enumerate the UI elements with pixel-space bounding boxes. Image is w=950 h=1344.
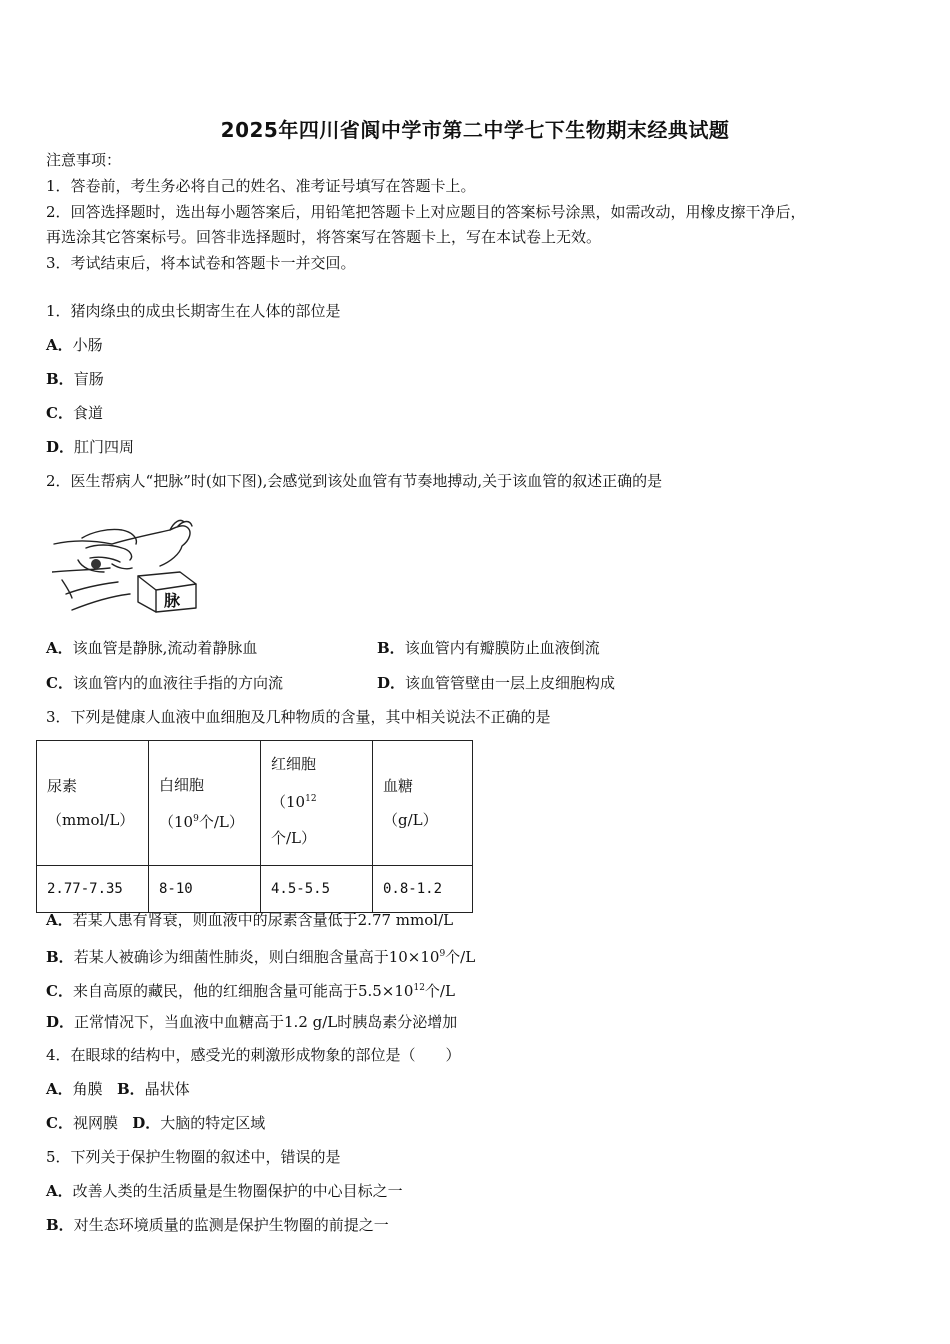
header-name: 红细胞 <box>271 755 317 773</box>
header-name: 尿素 <box>47 777 78 795</box>
header-name: 血糖 <box>383 777 414 795</box>
superscript: 12 <box>413 983 425 993</box>
option-label: D． <box>132 1114 161 1132</box>
q4-option-row <box>46 1079 190 1099</box>
table-header-cell <box>149 741 261 866</box>
notice-item: 再选涂其它答案标号。回答非选择题时，将答案写在答题卡上，写在本试卷上无效。 <box>46 228 602 246</box>
notice-item: 1．答卷前，考生务必将自己的姓名、准考证号填写在答题卡上。 <box>46 177 476 195</box>
q2-option-c <box>46 673 283 693</box>
q1-option-a <box>46 335 103 355</box>
table-row <box>37 866 473 913</box>
option-text: 改善人类的生活质量是生物圈保护的中心目标之一 <box>72 1182 403 1200</box>
question-2-stem: 2．医生帮病人“把脉”时(如下图),会感觉到该处血管有节奏地搏动,关于该血管的叙述正确的是 <box>46 472 663 490</box>
superscript: 9 <box>439 949 446 959</box>
option-label: D． <box>46 438 75 456</box>
header-unit: （mmol/L） <box>47 811 135 829</box>
question-1-stem: 1．猪肉绦虫的成虫长期寄生在人体的部位是 <box>46 302 341 320</box>
table-cell: 4.5-5.5 <box>261 866 373 913</box>
q3-option-c <box>46 978 455 1001</box>
q4-option-row <box>46 1113 265 1133</box>
option-text: 若某人被确诊为细菌性肺炎，则白细胞含量高于10×10 <box>73 948 440 966</box>
fingertip-mark <box>91 559 101 569</box>
q5-option-a <box>46 1181 403 1201</box>
notice-item: 2．回答选择题时，选出每小题答案后，用铅笔把答题卡上对应题目的答案标号涂黑，如需改动，用橡皮擦干净后， <box>46 203 806 221</box>
option-label: B． <box>116 1080 145 1098</box>
option-label: B． <box>46 370 74 388</box>
q1-option-b <box>46 369 104 389</box>
option-text: 个/L <box>424 982 455 1000</box>
header-unit: （g/L） <box>383 811 438 829</box>
option-text: 正常情况下，当血液中血糖高于1.2 g/L时胰岛素分泌增加 <box>74 1013 458 1031</box>
question-4-stem: 4．在眼球的结构中，感受光的刺激形成物象的部位是（ ） <box>46 1046 461 1064</box>
q2-option-a <box>46 638 257 658</box>
q3-option-b <box>46 944 475 967</box>
header-unit: （$10^{12}$ 个/L） <box>271 793 317 847</box>
table-header-row <box>37 741 473 866</box>
q2-option-d <box>377 673 615 693</box>
option-text: 盲肠 <box>73 370 104 388</box>
option-label: A． <box>46 911 73 929</box>
notice-heading: 注意事项： <box>46 151 122 169</box>
q2-option-b <box>377 638 600 658</box>
option-label: B． <box>377 639 405 657</box>
option-label: D． <box>46 1013 75 1031</box>
option-label: C． <box>46 404 73 422</box>
option-text: 该血管是静脉,流动着静脉血 <box>72 639 258 657</box>
table-cell: 2.77-7.35 <box>37 866 149 913</box>
option-text: 若某人患有肾衰，则血液中的尿素含量低于2.77 mmol/L <box>72 911 454 929</box>
question-3-stem: 3．下列是健康人血液中血细胞及几种物质的含量，其中相关说法不正确的是 <box>46 708 551 726</box>
option-text: 来自高原的藏民，他的红细胞含量可能高于5.5×10 <box>72 982 414 1000</box>
table-cell: 0.8-1.2 <box>373 866 473 913</box>
notice-item: 3．考试结束后，将本试卷和答题卡一并交回。 <box>46 254 356 272</box>
option-text: 食道 <box>72 404 103 422</box>
option-text: 对生态环境质量的监测是保护生物圈的前提之一 <box>73 1216 389 1234</box>
option-label: A． <box>46 639 73 657</box>
option-text: 肛门四周 <box>74 438 135 456</box>
pulse-taking-figure <box>52 514 202 616</box>
option-label: C． <box>46 982 73 1000</box>
page-title: 2025年四川省阆中学市第二中学七下生物期末经典试题 <box>220 118 730 142</box>
q5-option-b <box>46 1215 389 1235</box>
question-5-stem: 5．下列关于保护生物圈的叙述中，错误的是 <box>46 1148 341 1166</box>
table-header-cell <box>37 741 149 866</box>
option-label: D． <box>377 674 406 692</box>
option-label: A． <box>46 336 73 354</box>
blood-content-table <box>36 740 473 913</box>
option-text: 该血管内的血液往手指的方向流 <box>72 674 283 692</box>
option-text: 角膜 <box>72 1080 103 1098</box>
option-text: 个/L <box>445 948 476 966</box>
q1-option-c <box>46 403 103 423</box>
option-text: 大脑的特定区域 <box>160 1114 266 1132</box>
option-text: 晶状体 <box>144 1080 190 1098</box>
option-label: B． <box>46 948 74 966</box>
table-header-cell <box>261 741 373 866</box>
header-unit: （$10^9$个/L） <box>159 812 244 831</box>
option-text: 视网膜 <box>72 1114 118 1132</box>
option-text: 该血管管壁由一层上皮细胞构成 <box>405 674 616 692</box>
option-text: 小肠 <box>72 336 103 354</box>
pillow-label: 脉 <box>164 591 181 610</box>
q1-option-d <box>46 437 134 457</box>
q3-option-a <box>46 910 453 930</box>
table-cell: 8-10 <box>149 866 261 913</box>
option-label: A． <box>46 1080 73 1098</box>
q3-option-d <box>46 1012 457 1032</box>
option-label: C． <box>46 1114 73 1132</box>
header-name: 白细胞 <box>159 775 205 794</box>
option-label: A． <box>46 1182 73 1200</box>
option-label: C． <box>46 674 73 692</box>
option-label: B． <box>46 1216 74 1234</box>
option-text: 该血管内有瓣膜防止血液倒流 <box>404 639 600 657</box>
table-header-cell <box>373 741 473 866</box>
